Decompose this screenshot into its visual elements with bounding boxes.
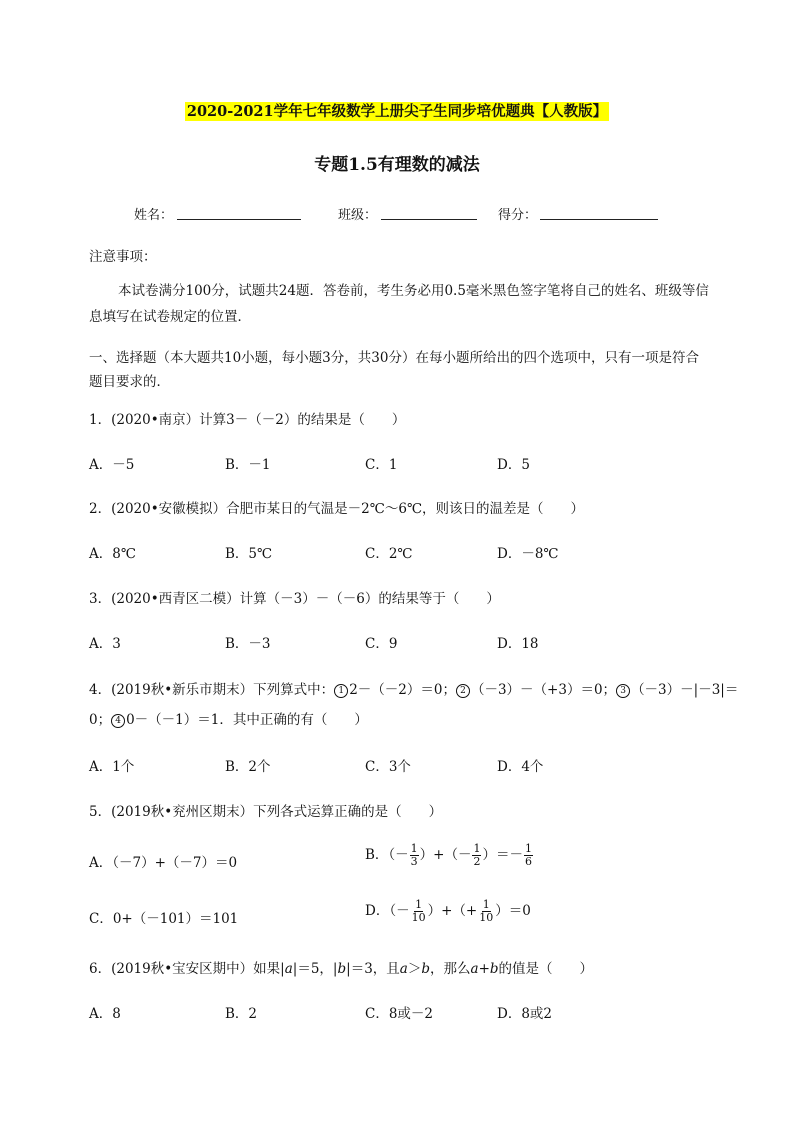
q5-option-d[interactable] (365, 899, 531, 924)
circled-number-4: 4 (111, 714, 125, 728)
q4-stem-intro: 4．(2019秋•新乐市期末）下列算式中： (89, 682, 335, 698)
denominator: 6 (524, 855, 532, 868)
q6-text-1: 6．(2019秋•宝安区期中）如果| (89, 961, 285, 977)
q5-option-a[interactable]: A．（－7）+（－7）＝0 (89, 855, 238, 871)
q3-option-d[interactable]: D．18 (497, 636, 539, 652)
question-2-stem: 2．(2020•安徽模拟）合肥市某日的气温是－2℃～6℃，则该日的温差是（ ） (89, 501, 585, 517)
q5b-middle: ）+（－ (419, 847, 472, 863)
q1-option-d[interactable]: D．5 (497, 457, 530, 473)
q3-option-c[interactable]: C．9 (365, 636, 398, 652)
var-b: b (489, 961, 499, 977)
question-3-stem: 3．(2020•西青区二模）计算（－3）－（－6）的结果等于（ ） (89, 591, 500, 607)
q2-option-a[interactable]: A．8℃ (89, 546, 136, 562)
greater-than-sign: ＞ (407, 961, 422, 977)
q6-text-4: ，那么 (430, 961, 471, 977)
q5-option-c[interactable]: C．0+（－101）＝101 (89, 911, 239, 927)
numerator: 1 (524, 842, 532, 855)
score-label: 得分： (498, 208, 538, 223)
q1-option-a[interactable]: A．－5 (89, 457, 135, 473)
notice-line-2: 息填写在试卷规定的位置． (89, 309, 251, 325)
circled-number-3: 3 (616, 684, 630, 698)
q6-text-2: |＝5，| (292, 961, 338, 977)
q4-option-b[interactable]: B．2个 (225, 759, 271, 775)
circled-number-1: 1 (334, 684, 348, 698)
q4-expr-3: （－3）－|－3|＝ (631, 682, 739, 698)
fraction-one-tenth (478, 899, 494, 924)
fraction-one-tenth (411, 899, 427, 924)
question-1-stem: 1．(2020•南京）计算3－（－2）的结果是（ ） (89, 412, 406, 428)
q6-option-a[interactable]: A．8 (89, 1006, 121, 1022)
var-a: a (470, 961, 479, 977)
q5d-suffix: ）＝0 (495, 903, 531, 919)
var-a: a (399, 961, 408, 977)
q5-option-b[interactable] (365, 843, 534, 868)
denominator: 3 (410, 855, 418, 868)
numerator: 1 (473, 842, 481, 855)
fraction-one-sixth (524, 843, 533, 868)
plus-sign: + (478, 961, 490, 977)
question-4-stem-line-2 (89, 708, 368, 728)
score-field[interactable] (540, 219, 658, 220)
q1-option-c[interactable]: C．1 (365, 457, 398, 473)
q5d-prefix: D．（－ (365, 903, 410, 919)
header-highlight: 2020-2021学年七年级数学上册尖子生同步培优题典【人教版】 (186, 103, 608, 120)
notice-heading: 注意事项： (89, 249, 157, 265)
q4-line2-start: 0； (89, 712, 112, 728)
q2-option-c[interactable]: C．2℃ (365, 546, 413, 562)
notice-line-1: 本试卷满分100分，试题共24题．答卷前，考生务必用0.5毫米黑色签字笔将自己的姓名、班级等信 (118, 283, 709, 299)
denominator: 10 (479, 911, 494, 924)
q2-option-b[interactable]: B．5℃ (225, 546, 273, 562)
question-4-stem-line-1 (89, 678, 738, 698)
q6-text-5: 的值是（ ） (498, 961, 594, 977)
q2-option-d[interactable]: D．－8℃ (497, 546, 559, 562)
circled-number-2: 2 (456, 684, 470, 698)
q6-text-3: |＝3，且 (346, 961, 400, 977)
numerator: 1 (482, 898, 490, 911)
q4-option-c[interactable]: C．3个 (365, 759, 411, 775)
q3-option-b[interactable]: B．－3 (225, 636, 271, 652)
var-b: b (337, 961, 347, 977)
denominator: 2 (473, 855, 481, 868)
section1-line-1: 一、选择题（本大题共10小题，每小题3分，共30分）在每小题所给出的四个选项中，只有一项是符合 (89, 350, 699, 366)
q4-option-d[interactable]: D．4个 (497, 759, 544, 775)
q3-option-a[interactable]: A．3 (89, 636, 121, 652)
denominator: 10 (411, 911, 426, 924)
q6-option-c[interactable]: C．8或－2 (365, 1006, 434, 1022)
name-field[interactable] (177, 219, 301, 220)
numerator: 1 (410, 842, 418, 855)
question-5-stem: 5．(2019秋•兖州区期末）下列各式运算正确的是（ ） (89, 804, 443, 820)
name-label: 姓名： (134, 208, 174, 223)
document-header (0, 100, 794, 121)
fraction-one-third (410, 843, 419, 868)
fraction-one-half (472, 843, 481, 868)
section1-line-2: 题目要求的． (89, 374, 170, 390)
q5b-suffix: ）＝－ (482, 847, 523, 863)
q4-expr-2: （－3）－（+3）＝0； (470, 682, 617, 698)
document-title: 专题1.5有理数的减法 (314, 155, 480, 175)
q4-expr-1: 2－（－2）＝0； (349, 682, 456, 698)
class-field[interactable] (381, 219, 477, 220)
numerator: 1 (415, 898, 423, 911)
q4-expr-4: 0－（－1）＝1．其中正确的有（ ） (126, 712, 368, 728)
q6-option-b[interactable]: B．2 (225, 1006, 258, 1022)
q1-option-b[interactable]: B．－1 (225, 457, 271, 473)
var-b: b (421, 961, 430, 977)
class-label: 班级： (338, 208, 378, 223)
q4-option-a[interactable]: A．1个 (89, 759, 135, 775)
q5d-middle: ）+（+ (427, 903, 478, 919)
q5b-prefix: B．（－ (365, 847, 409, 863)
question-6-stem (89, 957, 593, 977)
var-a: a (284, 961, 293, 977)
q6-option-d[interactable]: D．8或2 (497, 1006, 553, 1022)
